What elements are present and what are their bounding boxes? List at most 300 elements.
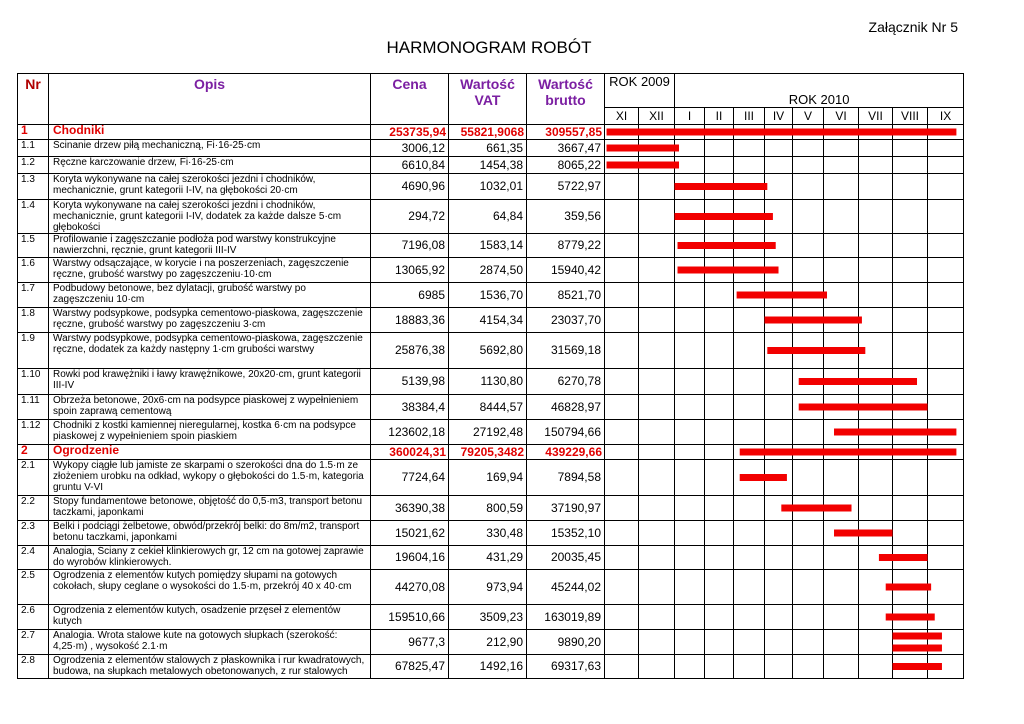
gantt-cell <box>639 655 675 679</box>
gantt-cell <box>734 546 765 570</box>
gantt-cell <box>675 234 705 258</box>
gantt-cell <box>893 445 928 460</box>
gantt-cell <box>859 157 893 174</box>
gantt-cell <box>824 283 859 308</box>
gantt-cell <box>928 496 964 521</box>
gantt-cell <box>765 521 793 546</box>
gantt-cell <box>893 140 928 157</box>
gantt-cell <box>824 125 859 140</box>
row-opis: Chodniki <box>49 125 371 140</box>
gantt-cell <box>675 333 705 369</box>
annex-label: Załącznik Nr 5 <box>868 19 958 35</box>
table-row <box>18 570 964 605</box>
gantt-cell <box>893 420 928 445</box>
table-row <box>18 496 964 521</box>
gantt-cell <box>859 655 893 679</box>
header-opis: Opis <box>49 74 371 125</box>
gantt-cell <box>705 655 734 679</box>
month-10: IX <box>928 108 964 125</box>
gantt-cell <box>893 258 928 283</box>
gantt-cell <box>734 605 765 630</box>
gantt-cell <box>765 200 793 234</box>
gantt-cell <box>928 521 964 546</box>
gantt-cell <box>605 200 639 234</box>
gantt-cell <box>859 283 893 308</box>
gantt-cell <box>793 420 824 445</box>
row-nr: 2 <box>18 445 49 460</box>
row-opis: Wykopy ciągłe lub jamiste ze skarpami o szerokości dna do 1.5·m ze złożeniem urobku na odkład, wykopy o głębokości do 1.5·m, kategoria gruntu V-VI <box>49 460 371 496</box>
gantt-cell <box>793 369 824 395</box>
row-nr: 2.3 <box>18 521 49 546</box>
gantt-cell <box>734 630 765 655</box>
schedule-table <box>17 73 964 679</box>
gantt-cell <box>928 333 964 369</box>
gantt-cell <box>705 157 734 174</box>
gantt-cell <box>675 125 705 140</box>
table-row <box>18 420 964 445</box>
row-cena: 3006,12 <box>371 140 449 157</box>
gantt-cell <box>824 140 859 157</box>
gantt-cell <box>793 521 824 546</box>
gantt-cell <box>859 258 893 283</box>
gantt-cell <box>734 521 765 546</box>
gantt-cell <box>639 630 675 655</box>
month-3: II <box>705 108 734 125</box>
row-brutto: 5722,97 <box>527 174 605 200</box>
table-row <box>18 308 964 333</box>
row-cena: 6610,84 <box>371 157 449 174</box>
gantt-cell <box>928 655 964 679</box>
row-brutto: 15352,10 <box>527 521 605 546</box>
gantt-cell <box>859 546 893 570</box>
gantt-cell <box>928 258 964 283</box>
row-cena: 159510,66 <box>371 605 449 630</box>
gantt-cell <box>605 283 639 308</box>
row-nr: 1.8 <box>18 308 49 333</box>
gantt-cell <box>705 258 734 283</box>
row-vat: 431,29 <box>449 546 527 570</box>
gantt-cell <box>705 308 734 333</box>
gantt-cell <box>824 395 859 420</box>
table-row <box>18 258 964 283</box>
gantt-cell <box>793 460 824 496</box>
gantt-cell <box>605 395 639 420</box>
gantt-cell <box>793 630 824 655</box>
gantt-cell <box>639 605 675 630</box>
gantt-cell <box>639 420 675 445</box>
gantt-cell <box>793 140 824 157</box>
gantt-cell <box>734 395 765 420</box>
gantt-cell <box>793 333 824 369</box>
gantt-cell <box>605 140 639 157</box>
gantt-cell <box>734 460 765 496</box>
gantt-cell <box>639 157 675 174</box>
row-nr: 1 <box>18 125 49 140</box>
row-vat: 1536,70 <box>449 283 527 308</box>
table-row <box>18 655 964 679</box>
gantt-cell <box>605 521 639 546</box>
gantt-cell <box>639 369 675 395</box>
gantt-cell <box>675 460 705 496</box>
table-row <box>18 546 964 570</box>
gantt-cell <box>893 234 928 258</box>
gantt-cell <box>605 333 639 369</box>
gantt-cell <box>893 125 928 140</box>
gantt-cell <box>705 283 734 308</box>
gantt-cell <box>639 521 675 546</box>
gantt-cell <box>705 140 734 157</box>
row-cena: 123602,18 <box>371 420 449 445</box>
gantt-cell <box>928 395 964 420</box>
gantt-cell <box>765 174 793 200</box>
gantt-cell <box>859 395 893 420</box>
row-brutto: 46828,97 <box>527 395 605 420</box>
gantt-cell <box>928 445 964 460</box>
row-nr: 2.4 <box>18 546 49 570</box>
row-brutto: 20035,45 <box>527 546 605 570</box>
gantt-cell <box>793 157 824 174</box>
gantt-cell <box>639 125 675 140</box>
gantt-cell <box>734 445 765 460</box>
row-vat: 1583,14 <box>449 234 527 258</box>
gantt-cell <box>765 460 793 496</box>
row-opis: Chodniki z kostki kamiennej nieregularnej, kostka 6·cm na podsypce piaskowej z wypełnieniem spoin piaskiem <box>49 420 371 445</box>
gantt-cell <box>859 570 893 605</box>
row-vat: 55821,9068 <box>449 125 527 140</box>
row-brutto: 8065,22 <box>527 157 605 174</box>
month-0: XI <box>605 108 639 125</box>
row-vat: 973,94 <box>449 570 527 605</box>
gantt-cell <box>928 420 964 445</box>
table-row <box>18 140 964 157</box>
gantt-cell <box>765 605 793 630</box>
row-cena: 5139,98 <box>371 369 449 395</box>
gantt-cell <box>793 655 824 679</box>
row-brutto: 23037,70 <box>527 308 605 333</box>
gantt-cell <box>928 570 964 605</box>
gantt-cell <box>605 570 639 605</box>
gantt-cell <box>893 496 928 521</box>
gantt-cell <box>793 445 824 460</box>
gantt-cell <box>734 369 765 395</box>
gantt-cell <box>734 333 765 369</box>
row-opis: Ogrodzenie <box>49 445 371 460</box>
row-cena: 19604,16 <box>371 546 449 570</box>
gantt-cell <box>675 605 705 630</box>
gantt-cell <box>793 283 824 308</box>
gantt-cell <box>824 521 859 546</box>
row-brutto: 7894,58 <box>527 460 605 496</box>
row-opis: Stopy fundamentowe betonowe, objętość do 0,5·m3, transport betonu taczkami, japonkami <box>49 496 371 521</box>
row-brutto: 69317,63 <box>527 655 605 679</box>
gantt-cell <box>893 395 928 420</box>
row-nr: 1.4 <box>18 200 49 234</box>
gantt-cell <box>893 460 928 496</box>
table-row <box>18 460 964 496</box>
gantt-cell <box>765 234 793 258</box>
gantt-cell <box>859 420 893 445</box>
row-opis: Rowki pod krawężniki i ławy krawężnikowe, 20x20·cm, grunt kategorii III-IV <box>49 369 371 395</box>
row-nr: 1.3 <box>18 174 49 200</box>
gantt-cell <box>793 258 824 283</box>
gantt-cell <box>765 496 793 521</box>
row-nr: 1.6 <box>18 258 49 283</box>
header-cena: Cena <box>371 74 449 125</box>
month-2: I <box>675 108 705 125</box>
row-brutto: 9890,20 <box>527 630 605 655</box>
gantt-cell <box>605 460 639 496</box>
gantt-cell <box>893 200 928 234</box>
row-cena: 25876,38 <box>371 333 449 369</box>
gantt-cell <box>675 630 705 655</box>
gantt-cell <box>705 395 734 420</box>
gantt-cell <box>928 234 964 258</box>
gantt-cell <box>605 546 639 570</box>
gantt-cell <box>765 395 793 420</box>
gantt-cell <box>824 157 859 174</box>
row-nr: 2.7 <box>18 630 49 655</box>
gantt-cell <box>793 605 824 630</box>
gantt-cell <box>859 333 893 369</box>
row-brutto: 163019,89 <box>527 605 605 630</box>
gantt-cell <box>734 283 765 308</box>
row-opis: Koryta wykonywane na całej szerokości jezdni i chodników, mechanicznie, grunt kategorii I-IV, dodatek za każde dalsze 5·cm głębokości <box>49 200 371 234</box>
gantt-cell <box>705 234 734 258</box>
gantt-cell <box>824 460 859 496</box>
gantt-cell <box>859 521 893 546</box>
gantt-cell <box>765 157 793 174</box>
row-vat: 4154,34 <box>449 308 527 333</box>
gantt-cell <box>765 283 793 308</box>
gantt-cell <box>928 369 964 395</box>
gantt-cell <box>893 333 928 369</box>
page-title: HARMONOGRAM ROBÓT <box>386 38 592 57</box>
gantt-cell <box>639 570 675 605</box>
gantt-cell <box>859 605 893 630</box>
gantt-cell <box>859 496 893 521</box>
gantt-cell <box>893 570 928 605</box>
table-row <box>18 369 964 395</box>
month-7: VI <box>824 108 859 125</box>
row-vat: 3509,23 <box>449 605 527 630</box>
gantt-cell <box>605 655 639 679</box>
table-row <box>18 234 964 258</box>
gantt-cell <box>639 546 675 570</box>
row-nr: 1.2 <box>18 157 49 174</box>
gantt-cell <box>639 258 675 283</box>
gantt-cell <box>734 125 765 140</box>
gantt-cell <box>639 174 675 200</box>
gantt-cell <box>824 570 859 605</box>
row-vat: 661,35 <box>449 140 527 157</box>
header-vat: Wartość VAT <box>449 74 527 125</box>
row-nr: 2.5 <box>18 570 49 605</box>
table-row <box>18 174 964 200</box>
gantt-cell <box>824 655 859 679</box>
row-brutto: 45244,02 <box>527 570 605 605</box>
table-row <box>18 630 964 655</box>
row-brutto: 37190,97 <box>527 496 605 521</box>
row-opis: Ręczne karczowanie drzew, Fi·16-25·cm <box>49 157 371 174</box>
row-cena: 7196,08 <box>371 234 449 258</box>
row-brutto: 8779,22 <box>527 234 605 258</box>
row-opis: Warstwy odsączające, w korycie i na poszerzeniach, zagęszczenie ręczne, grubość warstwy po zagęszczeniu·10·cm <box>49 258 371 283</box>
section-row <box>18 445 964 460</box>
gantt-cell <box>824 234 859 258</box>
gantt-cell <box>824 369 859 395</box>
gantt-cell <box>605 369 639 395</box>
header-rok-2010: ROK 2010 <box>675 74 964 108</box>
row-cena: 360024,31 <box>371 445 449 460</box>
gantt-cell <box>928 174 964 200</box>
row-cena: 36390,38 <box>371 496 449 521</box>
row-vat: 1454,38 <box>449 157 527 174</box>
gantt-cell <box>859 174 893 200</box>
gantt-cell <box>765 333 793 369</box>
row-nr: 2.6 <box>18 605 49 630</box>
gantt-cell <box>928 140 964 157</box>
row-vat: 5692,80 <box>449 333 527 369</box>
row-opis: Profilowanie i zagęszczanie podłoża pod warstwy konstrukcyjne nawierzchni, ręcznie, grunt kategorii III-IV <box>49 234 371 258</box>
row-cena: 7724,64 <box>371 460 449 496</box>
gantt-cell <box>734 234 765 258</box>
gantt-cell <box>705 445 734 460</box>
gantt-cell <box>928 308 964 333</box>
gantt-cell <box>705 174 734 200</box>
row-brutto: 359,56 <box>527 200 605 234</box>
gantt-cell <box>859 308 893 333</box>
gantt-cell <box>824 308 859 333</box>
month-9: VIII <box>893 108 928 125</box>
gantt-cell <box>605 125 639 140</box>
gantt-cell <box>675 283 705 308</box>
gantt-cell <box>734 420 765 445</box>
row-cena: 44270,08 <box>371 570 449 605</box>
gantt-cell <box>734 258 765 283</box>
row-cena: 253735,94 <box>371 125 449 140</box>
gantt-cell <box>824 445 859 460</box>
gantt-cell <box>675 157 705 174</box>
gantt-cell <box>639 460 675 496</box>
row-nr: 1.5 <box>18 234 49 258</box>
gantt-cell <box>605 157 639 174</box>
row-vat: 1032,01 <box>449 174 527 200</box>
gantt-cell <box>793 496 824 521</box>
gantt-cell <box>765 445 793 460</box>
row-cena: 38384,4 <box>371 395 449 420</box>
gantt-cell <box>675 655 705 679</box>
gantt-cell <box>859 234 893 258</box>
gantt-cell <box>705 546 734 570</box>
row-brutto: 3667,47 <box>527 140 605 157</box>
gantt-cell <box>893 630 928 655</box>
gantt-cell <box>705 125 734 140</box>
gantt-cell <box>605 496 639 521</box>
gantt-cell <box>824 200 859 234</box>
row-opis: Koryta wykonywane na całej szerokości jezdni i chodników, mechanicznie, grunt kategorii I-IV, na głębokości 20·cm <box>49 174 371 200</box>
row-vat: 330,48 <box>449 521 527 546</box>
gantt-cell <box>793 200 824 234</box>
row-brutto: 8521,70 <box>527 283 605 308</box>
gantt-cell <box>639 283 675 308</box>
gantt-cell <box>793 125 824 140</box>
row-vat: 8444,57 <box>449 395 527 420</box>
gantt-cell <box>928 546 964 570</box>
gantt-cell <box>675 570 705 605</box>
row-opis: Ścinanie drzew piłą mechaniczną, Fi·16-25·cm <box>49 140 371 157</box>
month-8: VII <box>859 108 893 125</box>
row-nr: 1.7 <box>18 283 49 308</box>
gantt-cell <box>928 630 964 655</box>
gantt-cell <box>824 630 859 655</box>
gantt-cell <box>893 157 928 174</box>
row-brutto: 6270,78 <box>527 369 605 395</box>
table-row <box>18 157 964 174</box>
gantt-cell <box>765 570 793 605</box>
gantt-cell <box>705 521 734 546</box>
table-row <box>18 200 964 234</box>
gantt-cell <box>639 234 675 258</box>
gantt-cell <box>859 630 893 655</box>
gantt-cell <box>765 655 793 679</box>
gantt-cell <box>893 174 928 200</box>
row-cena: 6985 <box>371 283 449 308</box>
gantt-cell <box>639 395 675 420</box>
gantt-cell <box>893 369 928 395</box>
gantt-cell <box>893 283 928 308</box>
gantt-cell <box>605 258 639 283</box>
gantt-cell <box>734 200 765 234</box>
gantt-cell <box>793 174 824 200</box>
gantt-cell <box>734 496 765 521</box>
gantt-cell <box>928 460 964 496</box>
gantt-cell <box>765 420 793 445</box>
gantt-cell <box>859 200 893 234</box>
gantt-cell <box>675 174 705 200</box>
row-brutto: 15940,42 <box>527 258 605 283</box>
gantt-cell <box>824 333 859 369</box>
gantt-cell <box>824 174 859 200</box>
month-4: III <box>734 108 765 125</box>
row-vat: 212,90 <box>449 630 527 655</box>
gantt-cell <box>734 140 765 157</box>
gantt-cell <box>605 308 639 333</box>
gantt-cell <box>675 445 705 460</box>
gantt-cell <box>824 420 859 445</box>
row-vat: 1130,80 <box>449 369 527 395</box>
row-vat: 2874,50 <box>449 258 527 283</box>
gantt-cell <box>639 200 675 234</box>
row-nr: 1.10 <box>18 369 49 395</box>
row-nr: 2.2 <box>18 496 49 521</box>
gantt-cell <box>859 369 893 395</box>
row-opis: Podbudowy betonowe, bez dylatacji, grubość warstwy po zagęszczeniu 10·cm <box>49 283 371 308</box>
row-opis: Analogia. Wrota stalowe kute na gotowych słupkach (szerokość: 4,25·m) , wysokość 2.1·m <box>49 630 371 655</box>
gantt-cell <box>859 140 893 157</box>
gantt-cell <box>705 369 734 395</box>
gantt-cell <box>605 234 639 258</box>
row-vat: 800,59 <box>449 496 527 521</box>
gantt-cell <box>793 308 824 333</box>
gantt-cell <box>765 546 793 570</box>
gantt-cell <box>705 420 734 445</box>
gantt-cell <box>675 420 705 445</box>
gantt-cell <box>705 630 734 655</box>
row-nr: 1.12 <box>18 420 49 445</box>
row-nr: 2.1 <box>18 460 49 496</box>
gantt-cell <box>705 605 734 630</box>
gantt-cell <box>639 140 675 157</box>
